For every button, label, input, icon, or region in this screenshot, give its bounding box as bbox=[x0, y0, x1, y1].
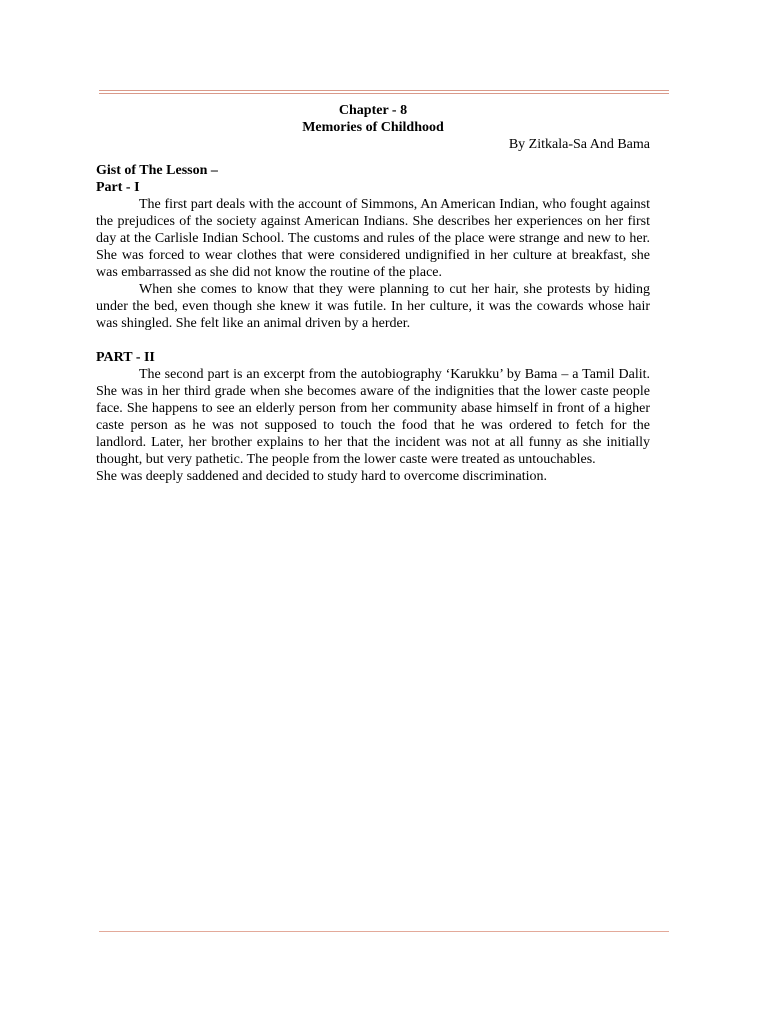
chapter-number: Chapter - 8 bbox=[338, 103, 408, 118]
page-content bbox=[96, 102, 650, 485]
part-two-paragraph-1: The second part is an excerpt from the autobiography ‘Karukku’ by Bama – a Tamil Dalit. She was in her third grade when she becomes aware of the indignities that the lower caste people face. She happens to see an elderly person from her community abase himself in front of a higher caste person as he was not supposed to touch the food that he was ordered to fetch for the landlord. Later, her brother explains to her that the incident was not at all funny as she initially thought, but very pathetic. The people from the lower caste were treated as untouchables. bbox=[96, 367, 650, 467]
footer-rule bbox=[99, 931, 669, 932]
part-one-paragraph-2: When she comes to know that they were planning to cut her hair, she protests by hiding under the bed, even though she knew it was futile. In her culture, it was the cowards whose hair was shingled. She felt like an animal driven by a herder. bbox=[96, 282, 650, 331]
header-rule-upper bbox=[99, 90, 669, 91]
part-one-heading: Part - I bbox=[96, 180, 140, 195]
part-two-paragraph-2: She was deeply saddened and decided to study hard to overcome discrimination. bbox=[96, 469, 547, 484]
author-byline: By Zitkala-Sa And Bama bbox=[508, 137, 650, 152]
spacer bbox=[96, 332, 650, 349]
header-rule-lower bbox=[99, 93, 669, 94]
gist-heading: Gist of The Lesson – bbox=[96, 163, 218, 178]
part-two-heading: PART - II bbox=[96, 350, 155, 365]
spacer bbox=[96, 153, 650, 162]
part-one-paragraph-1: The first part deals with the account of Simmons, An American Indian, who fought against the prejudices of the society against American Indians. She describes her experiences on her first day at the Carlisle Indian School. The customs and rules of the place were strange and new to her. She was forced to wear clothes that were considered undignified in her culture at breakfast, she was embarrassed as she did not know the routine of the place. bbox=[96, 197, 650, 280]
chapter-title: Memories of Childhood bbox=[302, 120, 444, 135]
